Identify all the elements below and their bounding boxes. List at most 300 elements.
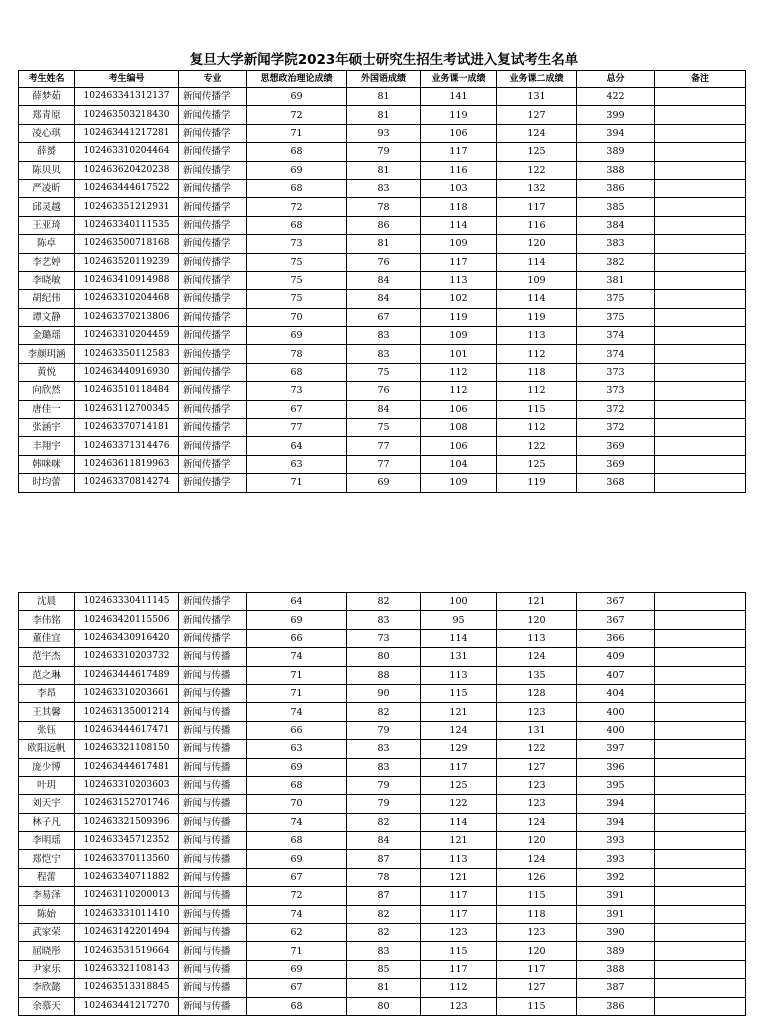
candidate-id-cell: 102463345712352 xyxy=(75,832,179,850)
candidate-table-bottom xyxy=(18,592,746,1016)
total-score-cell: 387 xyxy=(577,979,655,997)
name-cell: 屈晓彤 xyxy=(19,942,75,960)
course1-score-cell: 118 xyxy=(421,198,497,216)
politics-score-cell: 64 xyxy=(247,593,347,611)
note-cell xyxy=(655,179,746,197)
candidate-id-cell: 102463420115506 xyxy=(75,611,179,629)
foreign-language-score-cell: 79 xyxy=(347,776,421,794)
foreign-language-score-cell: 69 xyxy=(347,474,421,492)
candidate-id-cell: 102463370714181 xyxy=(75,419,179,437)
candidate-id-cell: 102463444617471 xyxy=(75,721,179,739)
name-cell: 武家荣 xyxy=(19,924,75,942)
table-row xyxy=(19,997,746,1015)
table-row xyxy=(19,419,746,437)
course2-score-cell: 122 xyxy=(497,437,577,455)
foreign-language-score-cell: 80 xyxy=(347,648,421,666)
course1-score-cell: 117 xyxy=(421,887,497,905)
total-score-cell: 394 xyxy=(577,795,655,813)
politics-score-cell: 71 xyxy=(247,666,347,684)
note-cell xyxy=(655,703,746,721)
table-row xyxy=(19,758,746,776)
table-row xyxy=(19,629,746,647)
course2-score-cell: 127 xyxy=(497,758,577,776)
course1-score-cell: 112 xyxy=(421,363,497,381)
name-cell: 陈卓 xyxy=(19,235,75,253)
table-row xyxy=(19,363,746,381)
major-cell: 新闻传播学 xyxy=(179,363,247,381)
course2-score-cell: 123 xyxy=(497,703,577,721)
column-header: 业务课二成绩 xyxy=(497,71,577,88)
foreign-language-score-cell: 79 xyxy=(347,795,421,813)
major-cell: 新闻传播学 xyxy=(179,179,247,197)
course1-score-cell: 106 xyxy=(421,437,497,455)
table-row xyxy=(19,161,746,179)
total-score-cell: 392 xyxy=(577,868,655,886)
note-cell xyxy=(655,88,746,106)
major-cell: 新闻与传播 xyxy=(179,813,247,831)
total-score-cell: 367 xyxy=(577,611,655,629)
course2-score-cell: 131 xyxy=(497,88,577,106)
note-cell xyxy=(655,795,746,813)
candidate-id-cell: 102463321509396 xyxy=(75,813,179,831)
note-cell xyxy=(655,308,746,326)
politics-score-cell: 69 xyxy=(247,88,347,106)
table-row xyxy=(19,400,746,418)
total-score-cell: 374 xyxy=(577,345,655,363)
total-score-cell: 372 xyxy=(577,400,655,418)
politics-score-cell: 77 xyxy=(247,419,347,437)
candidate-id-cell: 102463513318845 xyxy=(75,979,179,997)
course2-score-cell: 126 xyxy=(497,868,577,886)
total-score-cell: 393 xyxy=(577,832,655,850)
politics-score-cell: 67 xyxy=(247,868,347,886)
table-header-row xyxy=(19,71,746,88)
politics-score-cell: 68 xyxy=(247,776,347,794)
politics-score-cell: 66 xyxy=(247,629,347,647)
candidate-id-cell: 102463444617522 xyxy=(75,179,179,197)
table-row xyxy=(19,666,746,684)
course2-score-cell: 124 xyxy=(497,850,577,868)
note-cell xyxy=(655,327,746,345)
foreign-language-score-cell: 90 xyxy=(347,684,421,702)
note-cell xyxy=(655,400,746,418)
major-cell: 新闻与传播 xyxy=(179,758,247,776)
table-row xyxy=(19,611,746,629)
candidate-id-cell: 102463430916420 xyxy=(75,629,179,647)
course1-score-cell: 122 xyxy=(421,795,497,813)
candidate-id-cell: 102463351212931 xyxy=(75,198,179,216)
major-cell: 新闻与传播 xyxy=(179,703,247,721)
foreign-language-score-cell: 85 xyxy=(347,960,421,978)
candidate-id-cell: 102463440916930 xyxy=(75,363,179,381)
table-row xyxy=(19,271,746,289)
page-title: 复旦大学新闻学院2023年硕士研究生招生考试进入复试考生名单 xyxy=(189,52,579,68)
course1-score-cell: 121 xyxy=(421,868,497,886)
table-row xyxy=(19,593,746,611)
major-cell: 新闻与传播 xyxy=(179,924,247,942)
name-cell: 李伟铭 xyxy=(19,611,75,629)
course1-score-cell: 106 xyxy=(421,124,497,142)
course2-score-cell: 120 xyxy=(497,611,577,629)
course1-score-cell: 117 xyxy=(421,143,497,161)
total-score-cell: 394 xyxy=(577,813,655,831)
candidate-id-cell: 102463310204468 xyxy=(75,290,179,308)
name-cell: 胡纪伟 xyxy=(19,290,75,308)
candidate-id-cell: 102463341312137 xyxy=(75,88,179,106)
foreign-language-score-cell: 81 xyxy=(347,979,421,997)
foreign-language-score-cell: 73 xyxy=(347,629,421,647)
politics-score-cell: 68 xyxy=(247,179,347,197)
note-cell xyxy=(655,813,746,831)
table-row xyxy=(19,721,746,739)
politics-score-cell: 69 xyxy=(247,611,347,629)
foreign-language-score-cell: 80 xyxy=(347,997,421,1015)
course2-score-cell: 124 xyxy=(497,813,577,831)
note-cell xyxy=(655,960,746,978)
name-cell: 邱灵越 xyxy=(19,198,75,216)
candidate-id-cell: 102463611819963 xyxy=(75,455,179,473)
name-cell: 郑恺宁 xyxy=(19,850,75,868)
foreign-language-score-cell: 82 xyxy=(347,905,421,923)
total-score-cell: 400 xyxy=(577,721,655,739)
total-score-cell: 367 xyxy=(577,593,655,611)
course1-score-cell: 100 xyxy=(421,593,497,611)
name-cell: 李昂 xyxy=(19,684,75,702)
course2-score-cell: 120 xyxy=(497,942,577,960)
candidate-id-cell: 102463110200013 xyxy=(75,887,179,905)
table-row xyxy=(19,905,746,923)
foreign-language-score-cell: 75 xyxy=(347,363,421,381)
major-cell: 新闻与传播 xyxy=(179,740,247,758)
name-cell: 程蕾 xyxy=(19,868,75,886)
major-cell: 新闻传播学 xyxy=(179,400,247,418)
course2-score-cell: 124 xyxy=(497,648,577,666)
politics-score-cell: 68 xyxy=(247,832,347,850)
table-row xyxy=(19,795,746,813)
course1-score-cell: 113 xyxy=(421,850,497,868)
course2-score-cell: 125 xyxy=(497,455,577,473)
foreign-language-score-cell: 82 xyxy=(347,593,421,611)
table-row xyxy=(19,868,746,886)
note-cell xyxy=(655,290,746,308)
foreign-language-score-cell: 86 xyxy=(347,216,421,234)
course1-score-cell: 117 xyxy=(421,905,497,923)
candidate-id-cell: 102463370213806 xyxy=(75,308,179,326)
note-cell xyxy=(655,455,746,473)
foreign-language-score-cell: 77 xyxy=(347,437,421,455)
candidate-id-cell: 102463370814274 xyxy=(75,474,179,492)
table-row xyxy=(19,960,746,978)
foreign-language-score-cell: 84 xyxy=(347,290,421,308)
politics-score-cell: 78 xyxy=(247,345,347,363)
politics-score-cell: 73 xyxy=(247,382,347,400)
candidate-id-cell: 102463340711882 xyxy=(75,868,179,886)
table-row xyxy=(19,308,746,326)
table-row xyxy=(19,455,746,473)
name-cell: 沈晨 xyxy=(19,593,75,611)
name-cell: 陈贝贝 xyxy=(19,161,75,179)
total-score-cell: 394 xyxy=(577,124,655,142)
name-cell: 张钰 xyxy=(19,721,75,739)
course1-score-cell: 123 xyxy=(421,924,497,942)
major-cell: 新闻传播学 xyxy=(179,88,247,106)
column-header: 总分 xyxy=(577,71,655,88)
total-score-cell: 382 xyxy=(577,253,655,271)
note-cell xyxy=(655,629,746,647)
major-cell: 新闻与传播 xyxy=(179,850,247,868)
course1-score-cell: 116 xyxy=(421,161,497,179)
note-cell xyxy=(655,474,746,492)
course2-score-cell: 112 xyxy=(497,419,577,437)
total-score-cell: 386 xyxy=(577,997,655,1015)
politics-score-cell: 73 xyxy=(247,235,347,253)
course2-score-cell: 115 xyxy=(497,400,577,418)
name-cell: 时均蕾 xyxy=(19,474,75,492)
table-row xyxy=(19,382,746,400)
name-cell: 李晓敏 xyxy=(19,271,75,289)
table-row xyxy=(19,437,746,455)
politics-score-cell: 75 xyxy=(247,253,347,271)
foreign-language-score-cell: 82 xyxy=(347,703,421,721)
total-score-cell: 369 xyxy=(577,437,655,455)
major-cell: 新闻传播学 xyxy=(179,290,247,308)
foreign-language-score-cell: 83 xyxy=(347,758,421,776)
course1-score-cell: 124 xyxy=(421,721,497,739)
course1-score-cell: 113 xyxy=(421,271,497,289)
table-row xyxy=(19,776,746,794)
table-row xyxy=(19,106,746,124)
course1-score-cell: 121 xyxy=(421,832,497,850)
table-row xyxy=(19,88,746,106)
table-row xyxy=(19,813,746,831)
candidate-table-top xyxy=(18,70,746,493)
course1-score-cell: 114 xyxy=(421,629,497,647)
politics-score-cell: 74 xyxy=(247,703,347,721)
course2-score-cell: 117 xyxy=(497,960,577,978)
note-cell xyxy=(655,684,746,702)
foreign-language-score-cell: 77 xyxy=(347,455,421,473)
candidate-id-cell: 102463310204459 xyxy=(75,327,179,345)
major-cell: 新闻与传播 xyxy=(179,997,247,1015)
total-score-cell: 372 xyxy=(577,419,655,437)
major-cell: 新闻传播学 xyxy=(179,143,247,161)
name-cell: 唐佳一 xyxy=(19,400,75,418)
total-score-cell: 389 xyxy=(577,143,655,161)
total-score-cell: 409 xyxy=(577,648,655,666)
foreign-language-score-cell: 83 xyxy=(347,327,421,345)
table-row xyxy=(19,198,746,216)
major-cell: 新闻与传播 xyxy=(179,684,247,702)
course1-score-cell: 109 xyxy=(421,235,497,253)
foreign-language-score-cell: 83 xyxy=(347,345,421,363)
total-score-cell: 375 xyxy=(577,290,655,308)
note-cell xyxy=(655,143,746,161)
column-header: 业务课一成绩 xyxy=(421,71,497,88)
politics-score-cell: 74 xyxy=(247,648,347,666)
total-score-cell: 373 xyxy=(577,363,655,381)
column-header: 外国语成绩 xyxy=(347,71,421,88)
course2-score-cell: 115 xyxy=(497,887,577,905)
course1-score-cell: 131 xyxy=(421,648,497,666)
table-row xyxy=(19,216,746,234)
candidate-id-cell: 102463142201494 xyxy=(75,924,179,942)
total-score-cell: 400 xyxy=(577,703,655,721)
course2-score-cell: 122 xyxy=(497,161,577,179)
course1-score-cell: 95 xyxy=(421,611,497,629)
course2-score-cell: 132 xyxy=(497,179,577,197)
table-row xyxy=(19,740,746,758)
name-cell: 张涵宇 xyxy=(19,419,75,437)
candidate-id-cell: 102463321108150 xyxy=(75,740,179,758)
course1-score-cell: 106 xyxy=(421,400,497,418)
total-score-cell: 384 xyxy=(577,216,655,234)
name-cell: 刘天宇 xyxy=(19,795,75,813)
candidate-id-cell: 102463500718168 xyxy=(75,235,179,253)
course2-score-cell: 114 xyxy=(497,253,577,271)
foreign-language-score-cell: 87 xyxy=(347,887,421,905)
course1-score-cell: 119 xyxy=(421,308,497,326)
course2-score-cell: 123 xyxy=(497,776,577,794)
major-cell: 新闻传播学 xyxy=(179,593,247,611)
candidate-id-cell: 102463370113560 xyxy=(75,850,179,868)
major-cell: 新闻传播学 xyxy=(179,419,247,437)
politics-score-cell: 71 xyxy=(247,474,347,492)
foreign-language-score-cell: 82 xyxy=(347,813,421,831)
course2-score-cell: 127 xyxy=(497,979,577,997)
foreign-language-score-cell: 78 xyxy=(347,868,421,886)
course2-score-cell: 118 xyxy=(497,905,577,923)
candidate-id-cell: 102463503218430 xyxy=(75,106,179,124)
candidate-id-cell: 102463441217270 xyxy=(75,997,179,1015)
column-header: 备注 xyxy=(655,71,746,88)
politics-score-cell: 67 xyxy=(247,979,347,997)
politics-score-cell: 71 xyxy=(247,942,347,960)
column-header: 考生编号 xyxy=(75,71,179,88)
candidate-id-cell: 102463444617481 xyxy=(75,758,179,776)
major-cell: 新闻传播学 xyxy=(179,216,247,234)
course1-score-cell: 123 xyxy=(421,997,497,1015)
course1-score-cell: 114 xyxy=(421,813,497,831)
politics-score-cell: 68 xyxy=(247,143,347,161)
candidate-id-cell: 102463152701746 xyxy=(75,795,179,813)
name-cell: 庞少博 xyxy=(19,758,75,776)
major-cell: 新闻传播学 xyxy=(179,611,247,629)
course2-score-cell: 131 xyxy=(497,721,577,739)
course2-score-cell: 114 xyxy=(497,290,577,308)
name-cell: 严凌昕 xyxy=(19,179,75,197)
politics-score-cell: 69 xyxy=(247,327,347,345)
major-cell: 新闻与传播 xyxy=(179,648,247,666)
candidate-id-cell: 102463531519664 xyxy=(75,942,179,960)
major-cell: 新闻传播学 xyxy=(179,253,247,271)
politics-score-cell: 67 xyxy=(247,400,347,418)
note-cell xyxy=(655,758,746,776)
foreign-language-score-cell: 81 xyxy=(347,235,421,253)
note-cell xyxy=(655,198,746,216)
total-score-cell: 381 xyxy=(577,271,655,289)
name-cell: 郑青原 xyxy=(19,106,75,124)
major-cell: 新闻传播学 xyxy=(179,124,247,142)
name-cell: 薛梦茹 xyxy=(19,88,75,106)
politics-score-cell: 70 xyxy=(247,308,347,326)
name-cell: 凌心琪 xyxy=(19,124,75,142)
course2-score-cell: 123 xyxy=(497,924,577,942)
foreign-language-score-cell: 67 xyxy=(347,308,421,326)
course2-score-cell: 120 xyxy=(497,235,577,253)
total-score-cell: 399 xyxy=(577,106,655,124)
politics-score-cell: 75 xyxy=(247,290,347,308)
course2-score-cell: 125 xyxy=(497,143,577,161)
course2-score-cell: 113 xyxy=(497,327,577,345)
total-score-cell: 388 xyxy=(577,960,655,978)
table-row xyxy=(19,850,746,868)
politics-score-cell: 69 xyxy=(247,960,347,978)
table-row xyxy=(19,942,746,960)
candidate-id-cell: 102463410914988 xyxy=(75,271,179,289)
course1-score-cell: 121 xyxy=(421,703,497,721)
course1-score-cell: 114 xyxy=(421,216,497,234)
total-score-cell: 397 xyxy=(577,740,655,758)
candidate-id-cell: 102463520119239 xyxy=(75,253,179,271)
candidate-id-cell: 102463371314476 xyxy=(75,437,179,455)
major-cell: 新闻传播学 xyxy=(179,629,247,647)
major-cell: 新闻与传播 xyxy=(179,795,247,813)
major-cell: 新闻与传播 xyxy=(179,666,247,684)
course2-score-cell: 117 xyxy=(497,198,577,216)
note-cell xyxy=(655,776,746,794)
foreign-language-score-cell: 88 xyxy=(347,666,421,684)
course1-score-cell: 112 xyxy=(421,979,497,997)
politics-score-cell: 71 xyxy=(247,684,347,702)
note-cell xyxy=(655,271,746,289)
name-cell: 李颜玥涵 xyxy=(19,345,75,363)
note-cell xyxy=(655,887,746,905)
politics-score-cell: 70 xyxy=(247,795,347,813)
note-cell xyxy=(655,235,746,253)
total-score-cell: 375 xyxy=(577,308,655,326)
politics-score-cell: 75 xyxy=(247,271,347,289)
candidate-id-cell: 102463330411145 xyxy=(75,593,179,611)
foreign-language-score-cell: 81 xyxy=(347,161,421,179)
note-cell xyxy=(655,611,746,629)
major-cell: 新闻与传播 xyxy=(179,979,247,997)
table-row xyxy=(19,979,746,997)
note-cell xyxy=(655,924,746,942)
column-header: 考生姓名 xyxy=(19,71,75,88)
politics-score-cell: 71 xyxy=(247,124,347,142)
foreign-language-score-cell: 76 xyxy=(347,253,421,271)
politics-score-cell: 74 xyxy=(247,905,347,923)
candidate-id-cell: 102463310203661 xyxy=(75,684,179,702)
foreign-language-score-cell: 93 xyxy=(347,124,421,142)
course2-score-cell: 116 xyxy=(497,216,577,234)
name-cell: 金璐瑶 xyxy=(19,327,75,345)
foreign-language-score-cell: 79 xyxy=(347,721,421,739)
note-cell xyxy=(655,593,746,611)
major-cell: 新闻与传播 xyxy=(179,960,247,978)
foreign-language-score-cell: 87 xyxy=(347,850,421,868)
major-cell: 新闻与传播 xyxy=(179,832,247,850)
total-score-cell: 383 xyxy=(577,235,655,253)
name-cell: 向欣然 xyxy=(19,382,75,400)
name-cell: 范宇杰 xyxy=(19,648,75,666)
candidate-id-cell: 102463620420238 xyxy=(75,161,179,179)
candidate-id-cell: 102463510118484 xyxy=(75,382,179,400)
foreign-language-score-cell: 83 xyxy=(347,611,421,629)
politics-score-cell: 63 xyxy=(247,455,347,473)
foreign-language-score-cell: 83 xyxy=(347,179,421,197)
table-row xyxy=(19,648,746,666)
